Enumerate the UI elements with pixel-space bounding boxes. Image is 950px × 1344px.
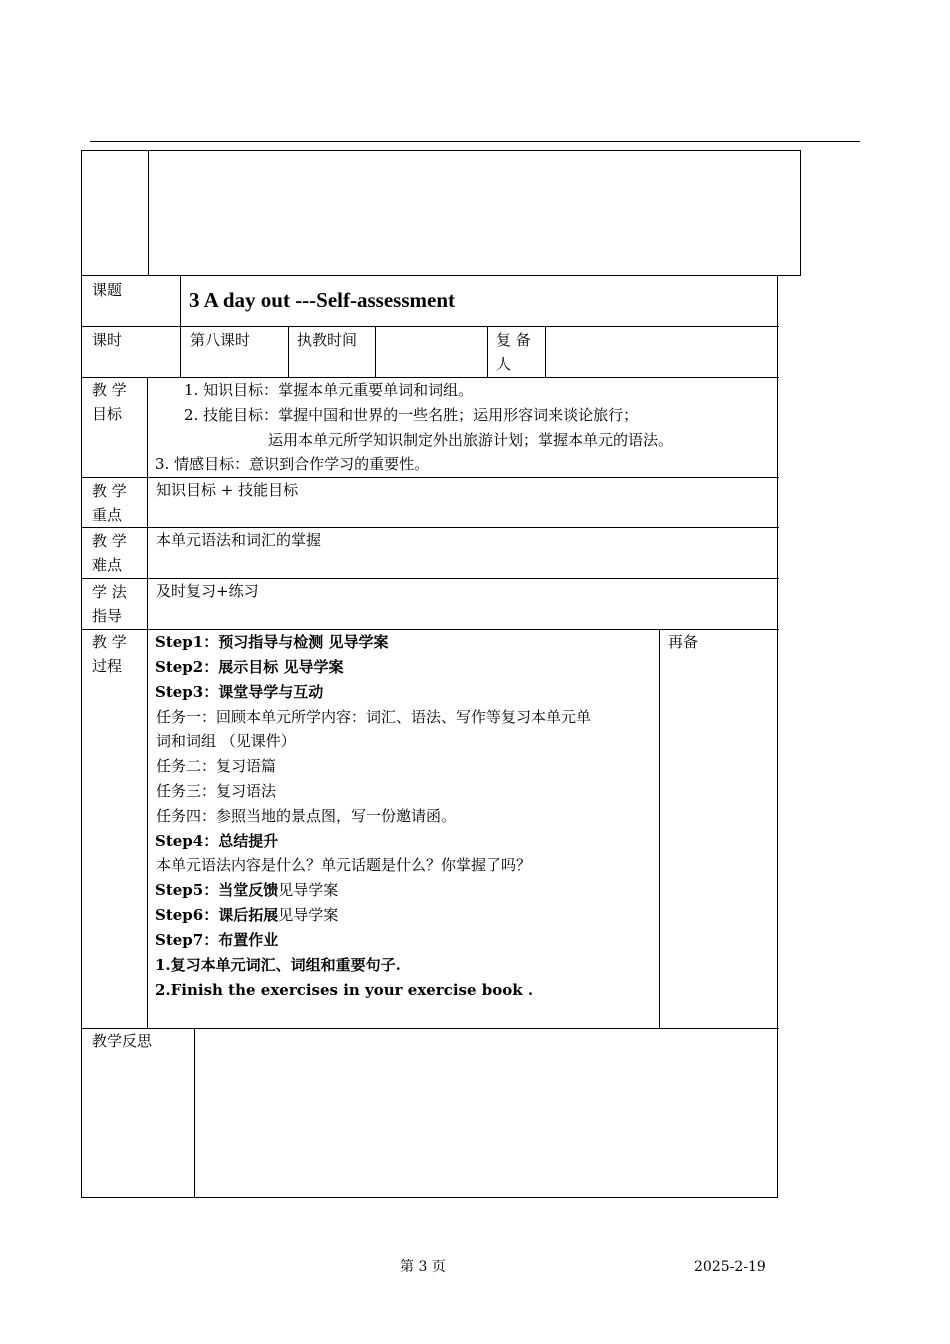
teach-time-label: 执教时间 (297, 331, 358, 349)
homework-1: 1.复习本单元词汇、词组和重要句子. (155, 956, 401, 974)
objectives-label-line1: 教 学 (92, 381, 127, 399)
col-line (147, 377, 148, 1028)
objective-emotion: 3. 情感目标：意识到合作学习的重要性。 (155, 455, 430, 473)
header-rule (90, 141, 860, 142)
lesson-title: 3 A day out ---Self-assessment (189, 288, 455, 312)
homework-2: 2.Finish the exercises in your exercise book . (155, 981, 534, 999)
col-line (375, 326, 376, 377)
row-line (82, 1028, 779, 1029)
lesson-plan-table (81, 276, 778, 1198)
key-points-label-line1: 教 学 (92, 482, 127, 500)
method-value: 及时复习+练习 (156, 582, 259, 600)
reviewer-label-line1: 复 备 (496, 331, 531, 349)
difficulties-value: 本单元语法和词汇的掌握 (156, 531, 322, 549)
step4: Step4：总结提升 (155, 832, 279, 850)
task1-line1: 任务一：回顾本单元所学内容：词汇、语法、写作等复习本单元单 (156, 708, 592, 726)
task3: 任务三：复习语法 (156, 782, 277, 800)
col-line (487, 326, 488, 377)
objectives-label-line2: 目标 (92, 405, 123, 423)
row-line (82, 326, 779, 327)
difficulties-label-line2: 难点 (92, 556, 123, 574)
reviewer-label-line2: 人 (496, 355, 512, 373)
task4: 任务四：参照当地的景点图，写一份邀请函。 (156, 807, 457, 825)
objective-knowledge: 1. 知识目标：掌握本单元重要单词和词组。 (184, 381, 474, 399)
step6-text: 见导学案 (278, 906, 339, 924)
top-box-divider (148, 151, 149, 275)
step7: Step7：布置作业 (155, 931, 279, 949)
step5-text: 见导学案 (278, 881, 339, 899)
footer-date: 2025-2-19 (694, 1259, 766, 1275)
reflection-label: 教学反思 (92, 1032, 153, 1050)
re-prepare-label: 再备 (668, 633, 699, 651)
method-label-line2: 指导 (92, 607, 123, 625)
period-label: 课时 (92, 331, 123, 349)
col-line (194, 1028, 195, 1198)
step3: Step3：课堂导学与互动 (155, 683, 324, 701)
step5 (155, 878, 338, 903)
period-value: 第八课时 (190, 331, 251, 349)
method-label-line1: 学 法 (92, 583, 127, 601)
step6 (155, 903, 338, 928)
page-number: 第 3 页 (400, 1259, 446, 1275)
step2: Step2：展示目标 见导学案 (155, 658, 344, 676)
step6-title: Step6：课后拓展 (155, 906, 279, 924)
objective-skill: 2. 技能目标：掌握中国和世界的一些名胜；运用形容词来谈论旅行； (184, 406, 639, 424)
task1-line2: 词和词组 （见课件） (156, 732, 296, 750)
topic-label: 课题 (92, 281, 123, 299)
step4-text: 本单元语法内容是什么？单元话题是什么？你掌握了吗？ (156, 856, 532, 874)
process-label-line2: 过程 (92, 657, 123, 675)
key-points-label-line2: 重点 (92, 506, 123, 524)
col-line (545, 326, 546, 377)
task2: 任务二：复习语篇 (156, 757, 277, 775)
col-line (659, 629, 660, 1028)
difficulties-label-line1: 教 学 (92, 532, 127, 550)
col-line (180, 276, 181, 377)
process-label-line1: 教 学 (92, 633, 127, 651)
step1: Step1：预习指导与检测 见导学案 (155, 633, 389, 651)
objective-skill-continued: 运用本单元所学知识制定外出旅游计划；掌握本单元的语法。 (268, 431, 674, 449)
col-line (288, 326, 289, 377)
key-points-value: 知识目标 + 技能目标 (156, 481, 299, 499)
top-blank-box (81, 150, 801, 276)
step5-title: Step5：当堂反馈 (155, 881, 279, 899)
